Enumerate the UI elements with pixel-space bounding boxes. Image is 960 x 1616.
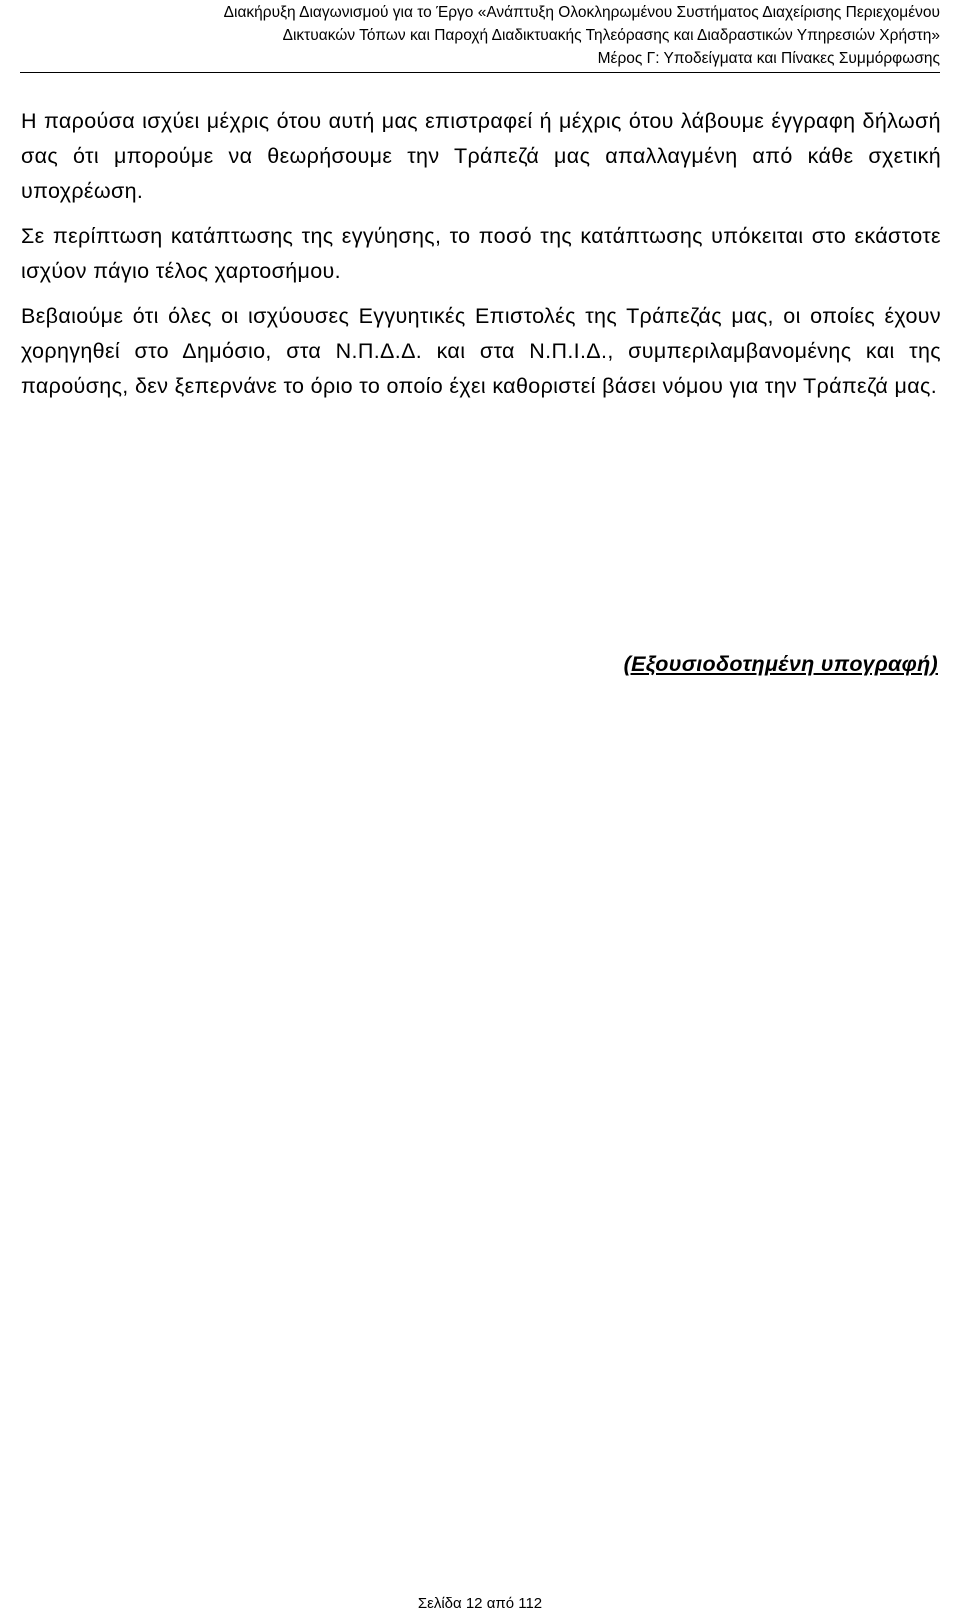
header-section-line: Μέρος Γ: Υποδείγματα και Πίνακες Συμμόρφωσης <box>597 50 940 67</box>
header-title-line-1: Διακήρυξη Διαγωνισμού για το Έργο «Ανάπτυξη Ολοκληρωμένου Συστήματος Διαχείρισης Περιεχομένου <box>223 4 940 21</box>
page-number: Σελίδα 12 από 112 <box>417 1595 543 1612</box>
authorized-signature-label: (Εξουσιοδοτημένη υπογραφή) <box>623 652 938 676</box>
validity-paragraph: Η παρούσα ισχύει μέχρις ότου αυτή μας επιστραφεί ή μέχρις ότου λάβουμε έγγραφη δήλωσή σας ότι μπορούμε να θεωρήσουμε την Τράπεζά μας απαλλαγμένη από κάθε σχετική υποχρέωση. <box>21 109 941 203</box>
forfeiture-paragraph: Σε περίπτωση κατάπτωσης της εγγύησης, το ποσό της κατάπτωσης υπόκειται στο εκάστοτε ισχύον πάγιο τέλος χαρτοσήμου. <box>21 224 941 283</box>
header-title-line-2: Δικτυακών Τόπων και Παροχή Διαδικτυακής Τηλεόρασης και Διαδραστικών Υπηρεσιών Χρήστη» <box>282 27 940 44</box>
document-body <box>21 104 941 414</box>
page-header <box>20 0 940 73</box>
certification-paragraph: Βεβαιούμε ότι όλες οι ισχύουσες Εγγυητικές Επιστολές της Τράπεζάς μας, οι οποίες έχουν χορηγηθεί στο Δημόσιο, στα Ν.Π.Δ.Δ. και στα Ν.Π.Ι.Δ., συμπεριλαμβανομένης και της παρούσης, δεν ξεπερνάνε το όριο το οποίο έχει καθοριστεί βάσει νόμου για την Τράπεζά μας. <box>21 304 941 398</box>
